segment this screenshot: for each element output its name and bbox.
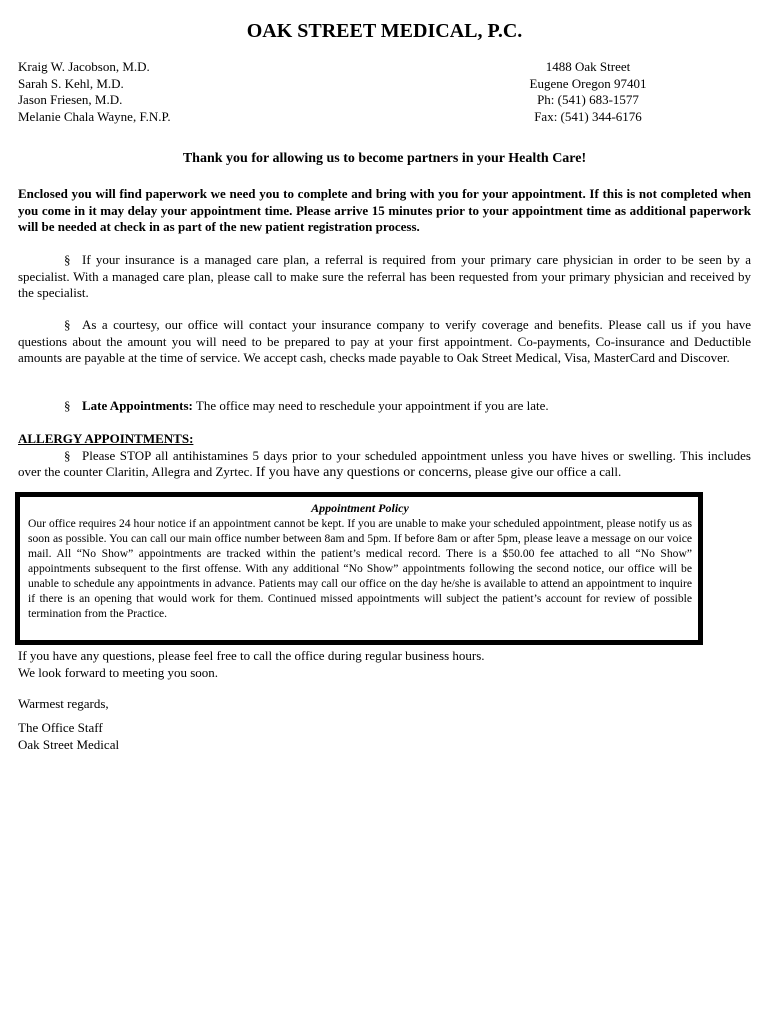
courtesy-paragraph [18,317,751,367]
appointment-policy-box [15,492,703,645]
closing-line-1: If you have any questions, please feel free to call the office during regular business hours. [18,648,485,663]
doctor-name: Kraig W. Jacobson, M.D. [18,59,150,74]
closing-line-2: We look forward to meeting you soon. [18,664,219,680]
closing-lines [18,648,485,681]
practice-address [488,59,688,125]
late-label: Late Appointments: [82,398,193,413]
section-bullet: § [64,447,71,463]
policy-title: Appointment Policy [311,501,409,515]
signature-line-1: The Office Staff [18,720,103,735]
allergy-heading: ALLERGY APPOINTMENTS: [18,431,194,446]
courtesy-text: As a courtesy, our office will contact your insurance company to verify coverage and benefits. Please call us if you have questions about the amount you will need to be prepared to pay at your first appointment. Co-payments, Co-insurance and Deductible amounts are payable at the time of service. We accept cash, checks made payable to Oak Street Medical, Visa, MasterCard and Discover. [18,317,751,365]
welcome-headline: Thank you for allowing us to become partners in your Health Care! [182,151,587,166]
late-paragraph [18,398,751,415]
intro-paragraph: Enclosed you will find paperwork we need you to complete and bring with you for your appointment. If this is not completed when you come in it may delay your appointment time. Please arrive 15 minutes prior to your appointment time as additional paperwork will be needed at check in as part of the new patient registration process. [18,186,751,234]
fax-number: Fax: (541) 344-6176 [534,108,642,124]
city-state-zip: Eugene Oregon 97401 [529,75,647,91]
practice-name: OAK STREET MEDICAL, P.C. [246,20,523,42]
allergy-section [18,431,751,482]
street-address: 1488 Oak Street [545,59,631,74]
phone-number: Ph: (541) 683-1577 [537,92,639,107]
insurance-paragraph [18,252,751,302]
late-text: The office may need to reschedule your appointment if you are late. [195,398,549,413]
policy-text: Our office requires 24 hour notice if an appointment cannot be kept. If you are unable to make your scheduled appointment, please notify us as soon as possible. You can call our main office number between 8am and 5pm. If before 8am or after 5pm, please leave a message on our voice mail. All “No Show” appointments are tracked within the patient’s medical record. There is a $50.00 fee attached to all “No Show” appointments subsequent to the first offense. With any additional “No Show” appointments following the second notice, our office will be unable to schedule any appointments in advance. Patients may call our office on the day he/she is available to attend an appointment to inquire if there is an opening that would work for them. Continued missed appointments will subject the patient’s account for review of possible termination from the Practice. [28,517,692,620]
doctor-name: Jason Friesen, M.D. [18,92,123,107]
section-bullet: § [64,317,71,332]
allergy-text-large: If you have any questions or concerns, [255,465,472,480]
section-bullet: § [64,252,71,267]
signature [18,720,119,753]
section-bullet: § [64,398,71,413]
allergy-text: Please STOP all antihistamines 5 days prior to your scheduled appointment unless you have hives or swelling. This includes over the counter Claritin, Allegra and Zyrtec. [18,447,751,479]
signature-line-2: Oak Street Medical [18,736,120,752]
insurance-text: If your insurance is a managed care plan, a referral is required from your primary care physician in order to be seen by a specialist. With a managed care plan, please call to make sure the referral has been requested from your primary physician and received by the specialist. [18,252,751,300]
doctor-name: Melanie Chala Wayne, F.N.P. [18,108,171,124]
regards: Warmest regards, [18,696,109,711]
allergy-text-end: please give our office a call. [474,464,622,479]
doctor-name: Sarah S. Kehl, M.D. [18,75,124,91]
doctor-list [18,59,171,125]
